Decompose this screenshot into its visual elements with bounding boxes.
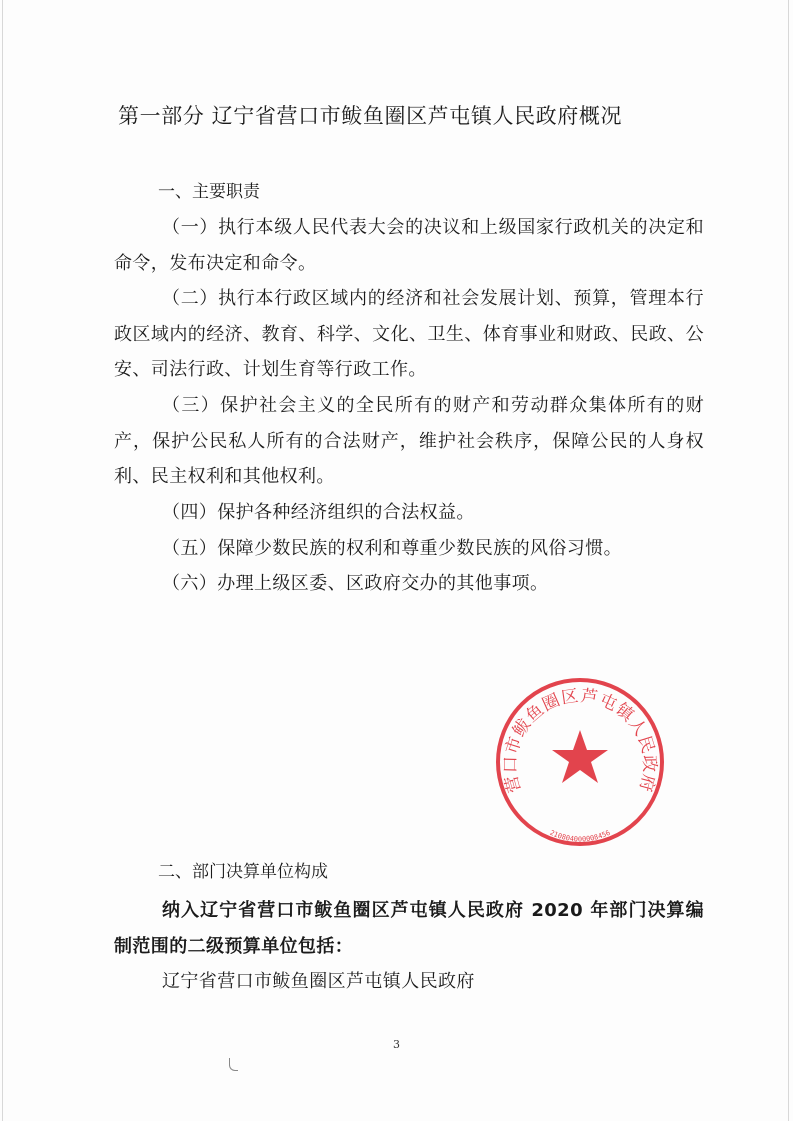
document-title: 第一部分 辽宁省营口市鲅鱼圈区芦屯镇人民政府概况 [118,104,623,128]
seal-code-text: 2108040000084​56 [548,828,612,844]
duty-paragraph-3: （三）保护社会主义的全民所有的财产和劳动群众集体所有的财产，保护公民私人所有的合法财产，维护社会秩序，保障公民的人身权利、民主权利和其他权利。 [114,395,704,487]
section-heading-main-duties: 一、主要职责 [158,182,260,202]
duty-paragraph-2: （二）执行本行政区域内的经济和社会发展计划、预算，管理本行政区域内的经济、教育、科学、文化、卫生、体育事业和财政、民政、公安、司法行政、计划生育等行政工作。 [114,288,704,380]
seal-graphic [498,680,662,844]
unit-name: 辽宁省营口市鲅鱼圈区芦屯镇人民政府 [162,971,475,992]
seal-ring-text: 营口市鲅鱼圈区芦屯镇人民政府 [500,686,660,795]
duty-paragraph-5: （五）保障少数民族的权利和尊重少数民族的风俗习惯。 [162,538,622,559]
scan-edge-right [788,0,789,1121]
duty-paragraph-1: （一）执行本级人民代表大会的决议和上级国家行政机关的决定和命令，发布决定和命令。 [114,217,704,274]
scan-edge-left [2,0,3,1121]
duty-paragraph-6: （六）办理上级区委、区政府交办的其他事项。 [162,573,549,594]
unit-composition-intro: 纳入辽宁省营口市鲅鱼圈区芦屯镇人民政府 2020 年部门决算编制范围的二级预算单位包括： [114,900,704,957]
seal-star-icon [552,730,608,783]
duty-paragraph-4: （四）保护各种经济组织的合法权益。 [162,502,475,523]
page-number: 3 [393,1038,400,1051]
scan-pen-mark [229,1058,238,1071]
section-heading-unit-composition: 二、部门决算单位构成 [158,862,328,882]
official-seal [490,672,670,852]
